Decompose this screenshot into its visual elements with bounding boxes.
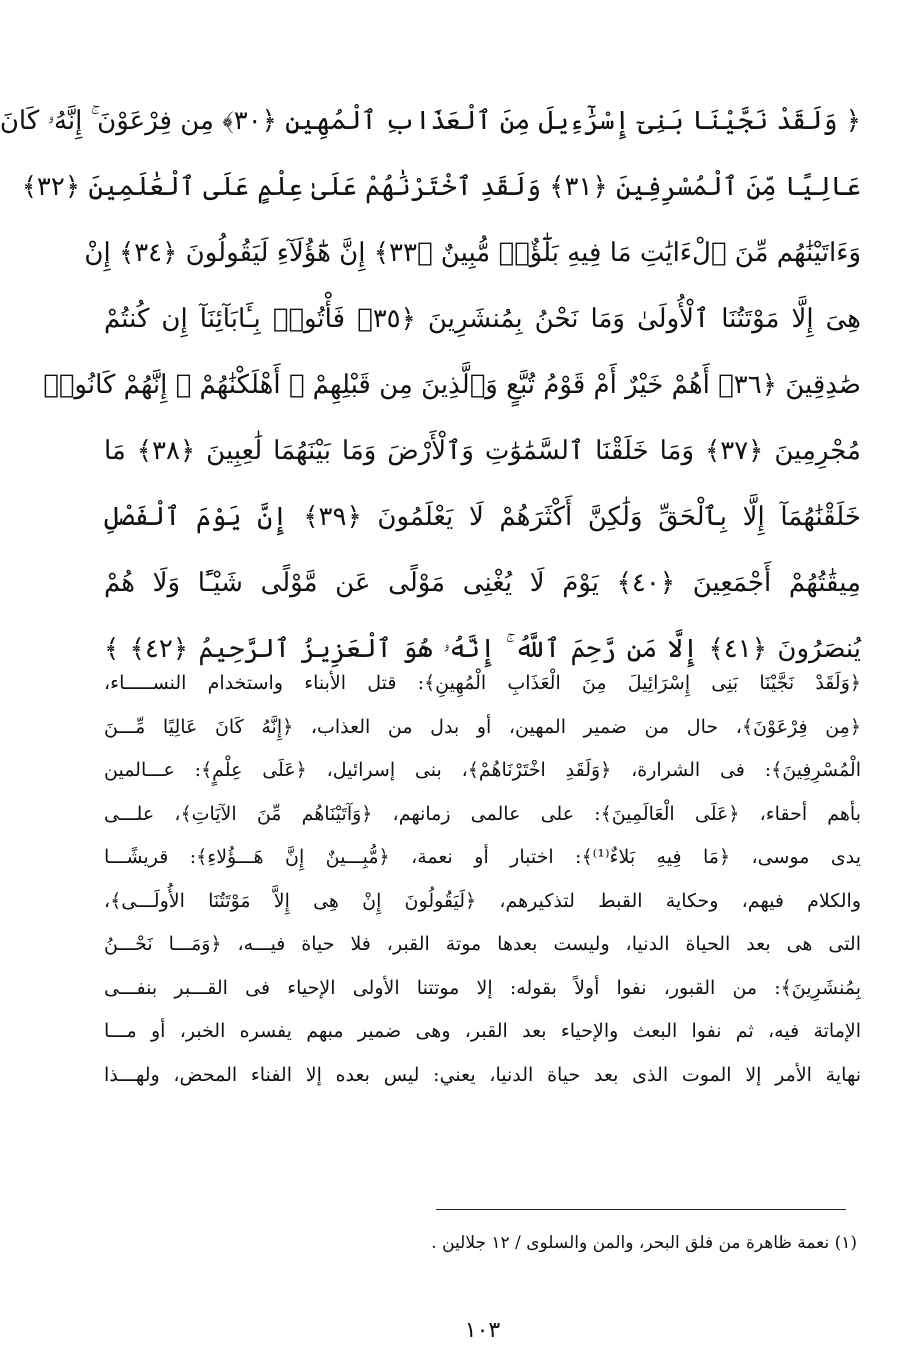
- quran-line: ﴿ وَلَقَدْ نَجَّيْنَا بَنِىٓ إِسْرَٰٓءِيلَ مِنَ ٱلْعَذَابِ ٱلْمُهِينِ ﴿٣٠﴾ مِن فِرْعَوْنَ ۚ إِنَّهُۥ كَانَ: [0, 106, 861, 136]
- quran-line: يُنصَرُونَ ﴿٤١﴾ إِلَّا مَن رَّحِمَ ٱللَّهُ ۚ إِنَّهُۥ هُوَ ٱلْعَزِيزُ ٱلرَّحِيمُ ﴿٤٢﴾ ﴾: [104, 634, 862, 664]
- tafsir-line: يدى موسى، ﴿مَا فِيهِ بَلاءٌ⁽¹⁾﴾: اختبار أو نعمة، ﴿مُّبِـــينٌ إِنَّ هَـــؤُلاءِ﴾: قريشًـــا: [104, 846, 861, 868]
- tafsir-line: بِمُنشَرِينَ﴾: من القبور، نفوا أولاً بقوله: إلا موتتنا الأولى الإحياء فى القـــبر بنفـــى: [104, 976, 861, 999]
- tafsir-line: الْمُسْرِفِينَ﴾: فى الشرارة، ﴿وَلَقَدِ اخْتَرْنَاهُمْ﴾، بنى إسرائيل، ﴿عَلَى عِلْمٍ﴾: عـــالمين: [104, 759, 861, 781]
- quran-line: مُجْرِمِينَ ﴿٣٧﴾ وَمَا خَلَقْنَا ٱلسَّمَٰوَٰتِ وَٱلْأَرْضَ وَمَا بَيْنَهُمَا لَٰعِبِينَ ﴿٣٨﴾ مَا: [104, 436, 861, 466]
- tafsir-line: الإماتة فيه، ثم نفوا البعث والإحياء بعد القبر، وهى ضمير مبهم يفسره الخبر، أو مـــا: [104, 1020, 861, 1042]
- footnote-divider: [436, 1209, 846, 1210]
- tafsir-line: ﴿وَلَقَدْ نَجَّيْنَا بَنِى إِسْرَائِيلَ مِنَ الْعَذَابِ الْمُهِينِ﴾: قتل الأبناء واستخدام النســـــاء،: [104, 672, 861, 694]
- page-number: ١٠٣: [464, 1318, 501, 1343]
- quran-line: صَٰدِقِينَ ﴿٣٦﴾ أَهُمْ خَيْرٌ أَمْ قَوْمُ تُبَّعٍ وَٱلَّذِينَ مِن قَبْلِهِمْ ۚ أَهْلَكْنَٰهُمْ ۖ إِنَّهُمْ كَانُوا۟: [43, 370, 861, 400]
- quran-verses-block: [0, 88, 862, 682]
- tafsir-line: ﴿مِن فِرْعَوْنَ﴾، حال من ضمير المهين، أو بدل من العذاب، ﴿إِنَّهُ كَانَ عَالِيًا مِّـــنَ: [104, 715, 861, 738]
- quran-line: مِيقَٰتُهُمْ أَجْمَعِينَ ﴿٤٠﴾ يَوْمَ لَا يُغْنِى مَوْلًى عَن مَّوْلًى شَيْـًٔا وَلَا هُمْ: [104, 568, 861, 598]
- tafsir-line: بأهم أحقاء، ﴿عَلَى الْعَالَمِينَ﴾: على عالمى زمانهم، ﴿وَآتَيْنَاهُم مِّنَ الآيَاتِ﴾، علـــى: [104, 802, 861, 825]
- quran-line: هِىَ إِلَّا مَوْتَتُنَا ٱلْأُولَىٰ وَمَا نَحْنُ بِمُنشَرِينَ ﴿٣٥﴾ فَأْتُوا۟ بِـَٔابَآئِنَآ إِن كُنتُمْ: [104, 304, 862, 334]
- tafsir-line: التى هى بعد الحياة الدنيا، وليست بعدها موتة القبر، فلا حياة فيـــه، ﴿وَمَـــا نَحْـــنُ: [104, 933, 861, 955]
- tafsir-line: نهاية الأمر إلا الموت الذى بعد حياة الدنيا، يعني: ليس بعده إلا الفناء المحض، ولهـــذا: [104, 1063, 861, 1086]
- footnote: (١) نعمة ظاهرة من فلق البحر، والمن والسلوى / ١٢ جلالين .: [431, 1233, 857, 1253]
- quran-line: عَالِيًا مِّنَ ٱلْمُسْرِفِينَ ﴿٣١﴾ وَلَقَدِ ٱخْتَرْنَٰهُمْ عَلَىٰ عِلْمٍ عَلَى ٱلْعَٰلَمِينَ ﴿٣٢﴾: [21, 172, 861, 202]
- tafsir-line: والكلام فيهم، وحكاية القبط لتذكيرهم، ﴿لَيَقُولُونَ إِنْ هِى إِلاَّ مَوْتَتُنَا الأُولَـــى﴾،: [104, 889, 861, 912]
- quran-line: وَءَاتَيْنَٰهُم مِّنَ ٱلْءَايَٰتِ مَا فِيهِ بَلَٰٓؤٌا۟ مُّبِينٌ ﴿٣٣﴾ إِنَّ هَٰٓؤُلَآءِ لَيَقُولُونَ ﴿٣٤﴾ إِنْ: [84, 238, 861, 268]
- quran-line: خَلَقْنَٰهُمَآ إِلَّا بِٱلْحَقِّ وَلَٰكِنَّ أَكْثَرَهُمْ لَا يَعْلَمُونَ ﴿٣٩﴾ إِنَّ يَوْمَ ٱلْفَصْلِ: [104, 502, 861, 532]
- tafsir-commentary-block: [104, 662, 861, 1097]
